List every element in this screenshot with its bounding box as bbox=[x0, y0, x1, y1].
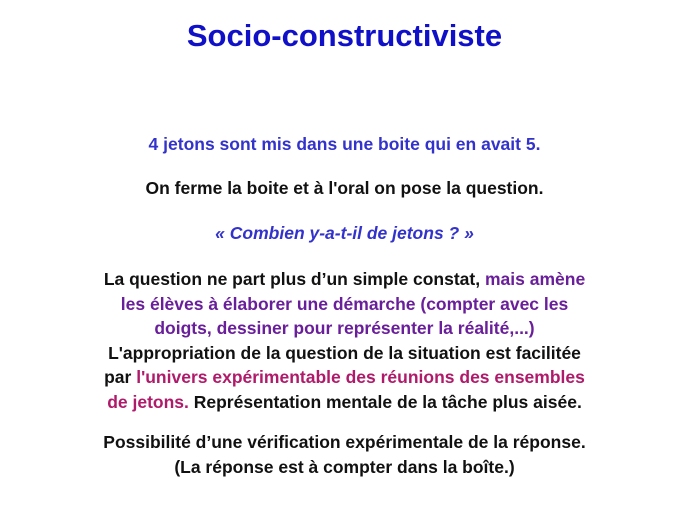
question-quote: « Combien y-a-t-il de jetons ? » bbox=[215, 223, 474, 243]
text-de-jetons: de jetons. bbox=[107, 391, 189, 412]
text-demarche-start: mais amène bbox=[484, 269, 586, 289]
verification-row-2: (La réponse est à compter dans la boîte.) bbox=[174, 456, 515, 477]
text-constat: La question ne part plus d’un simple constat, bbox=[103, 269, 481, 289]
text-par: par bbox=[104, 367, 132, 387]
text-univers: l'univers expérimentable des réunions des ensembles bbox=[136, 367, 585, 387]
verification-row-1: Possibilité d’une vérification expérimentale de la réponse. bbox=[103, 432, 586, 452]
paragraph-row-1 bbox=[0, 267, 689, 292]
paragraph-explanation bbox=[0, 267, 689, 414]
paragraph-row-6 bbox=[0, 390, 689, 415]
paragraph-row-2: les élèves à élaborer une démarche (compter avec les bbox=[120, 293, 569, 314]
paragraph-row-3: doigts, dessiner pour représenter la réalité,...) bbox=[154, 318, 535, 338]
paragraph-row-4: L'appropriation de la question de la situation est facilitée bbox=[108, 342, 581, 363]
text-representation: Représentation mentale de la tâche plus aisée. bbox=[193, 391, 582, 412]
statement-close-box: On ferme la boite et à l'oral on pose la question. bbox=[145, 178, 544, 198]
paragraph-row-5 bbox=[0, 365, 689, 390]
statement-tokens: 4 jetons sont mis dans une boite qui en avait 5. bbox=[148, 134, 541, 154]
slide-title: Socio-constructiviste bbox=[186, 18, 503, 53]
paragraph-verification bbox=[0, 430, 689, 479]
